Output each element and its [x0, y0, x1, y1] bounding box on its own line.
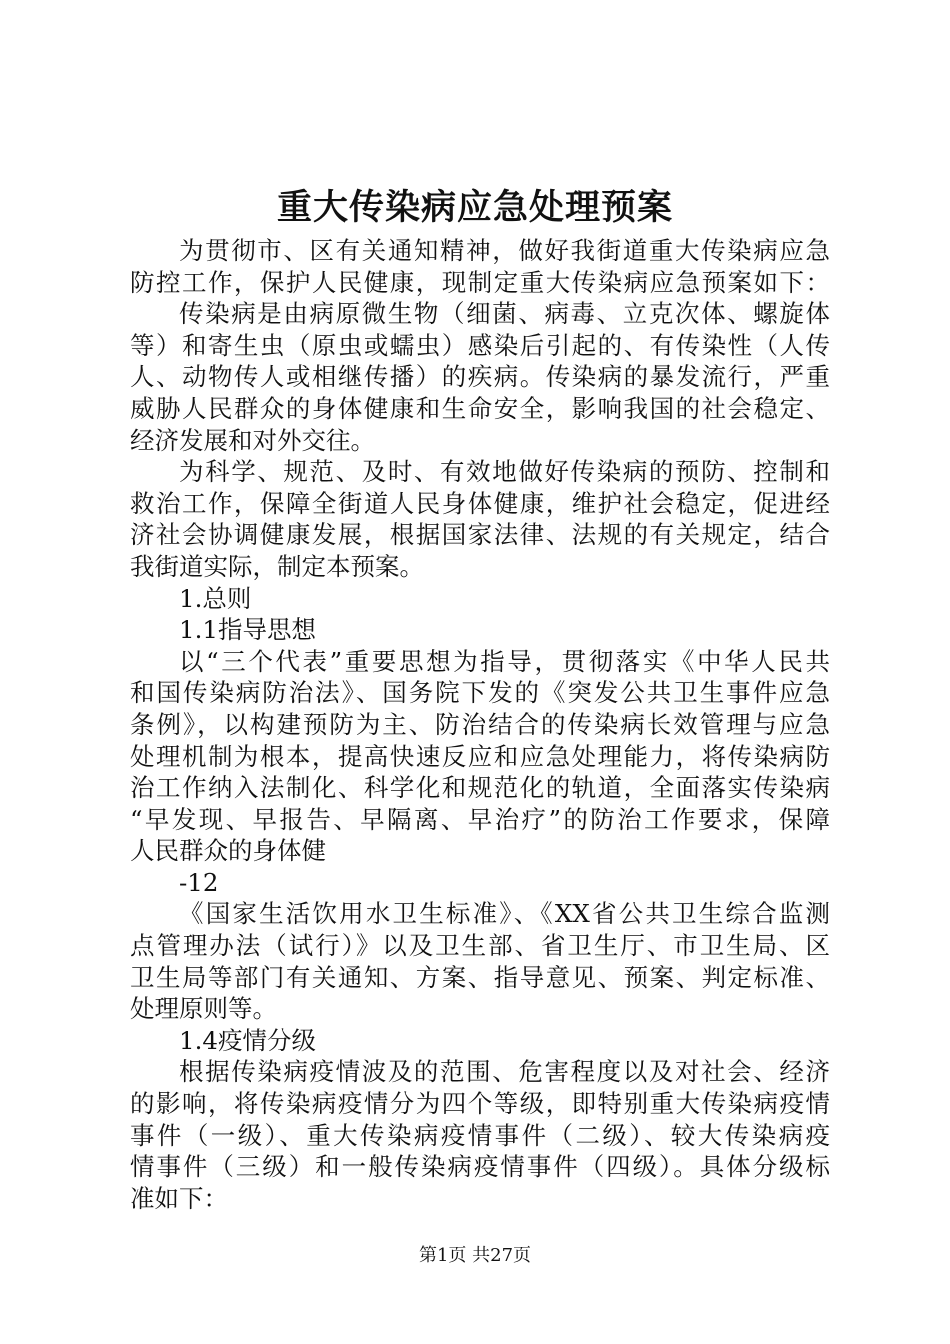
text-line: 为贯彻市、区有关通知精神，做好我街道重大传染病应急 [179, 236, 830, 265]
text-line: 处理机制为根本，提高快速反应和应急处理能力，将传染病防 [130, 741, 830, 771]
text-line: 以“三个代表”重要思想为指导，贯彻落实《中华人民共 [179, 646, 830, 676]
text-line: 准如下： [130, 1183, 228, 1213]
document-body [130, 235, 830, 1214]
text-line: “早发现、早报告、早隔离、早治疗”的防治工作要求，保障 [130, 804, 830, 834]
text-line: 防控工作，保护人民健康，现制定重大传染病应急预案如下： [130, 267, 830, 297]
text-line: 我街道实际，制定本预案。 [130, 551, 424, 581]
text-line: 经济发展和对外交往。 [130, 425, 375, 455]
section-heading: 1.4疫情分级 [179, 1025, 316, 1055]
document-title: 重大传染病应急处理预案 [276, 187, 673, 228]
text-line: 救治工作，保障全街道人民身体健康，维护社会稳定，促进经 [130, 488, 830, 518]
text-line: 传染病是由病原微生物（细菌、病毒、立克次体、螺旋体 [179, 299, 830, 329]
section-heading: 1.1指导思想 [179, 615, 316, 645]
text-line: 和国传染病防治法》、国务院下发的《突发公共卫生事件应急 [130, 678, 830, 708]
text-line: 人、动物传人或相继传播）的疾病。传染病的暴发流行，严重 [130, 362, 830, 392]
text-line: 《国家生活饮用水卫生标准》、《XX省公共卫生综合监测 [179, 899, 830, 929]
text-line: 人民群众的身体健 [130, 836, 326, 866]
text-line: 点管理办法（试行）》以及卫生部、省卫生厅、市卫生局、区 [130, 931, 830, 961]
text-line: 治工作纳入法制化、科学化和规范化的轨道，全面落实传染病 [130, 773, 830, 803]
text-line: 威胁人民群众的身体健康和生命安全，影响我国的社会稳定、 [130, 393, 830, 423]
text-line: 为科学、规范、及时、有效地做好传染病的预防、控制和 [179, 457, 830, 487]
text-line: 处理原则等。 [130, 994, 277, 1024]
text-line: 卫生局等部门有关通知、方案、指导意见、预案、判定标准、 [130, 962, 830, 992]
text-line: 等）和寄生虫（原虫或蠕虫）感染后引起的、有传染性（人传 [130, 330, 830, 360]
text-line: 济社会协调健康发展，根据国家法律、法规的有关规定，结合 [130, 520, 830, 550]
page-footer: 第1页 共27页 [418, 1245, 532, 1266]
text-line: 事件（一级）、重大传染病疫情事件（二级）、较大传染病疫 [130, 1120, 830, 1150]
text-line: 情事件（三级）和一般传染病疫情事件（四级）。具体分级标 [130, 1152, 830, 1182]
text-line: 条例》，以构建预防为主、防治结合的传染病长效管理与应急 [130, 709, 830, 739]
text-line: 的影响，将传染病疫情分为四个等级，即特别重大传染病疫情 [130, 1089, 830, 1119]
section-heading: 1.总则 [179, 583, 252, 613]
section-heading: -12 [179, 867, 219, 897]
text-line: 根据传染病疫情波及的范围、危害程度以及对社会、经济 [179, 1057, 830, 1087]
